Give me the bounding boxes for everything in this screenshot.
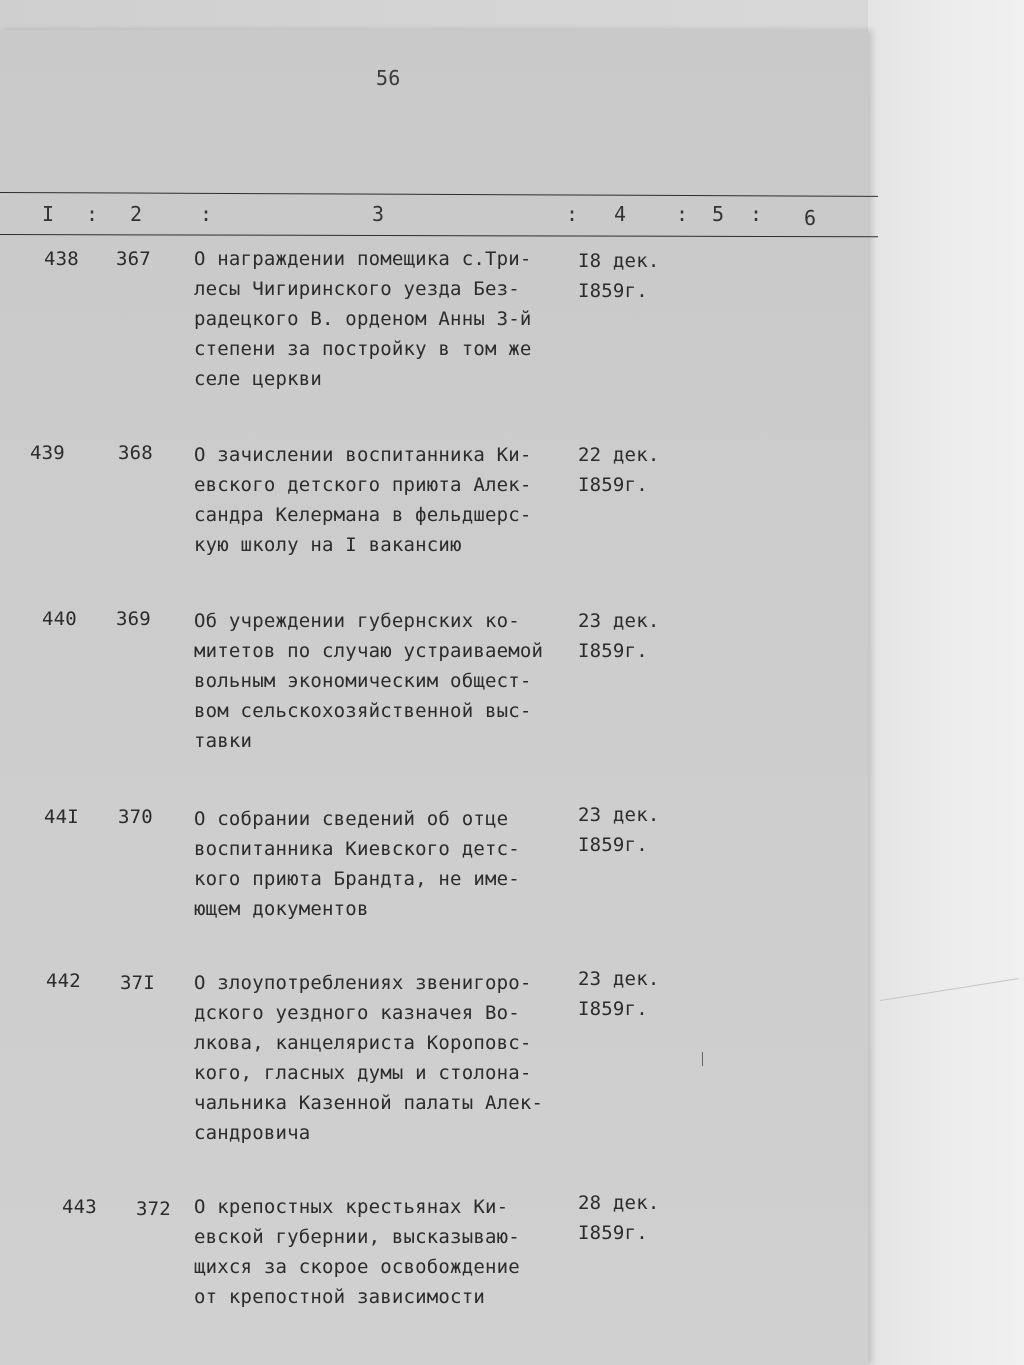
case-title: О собрании сведений об отце воспитанника Киевского детс- кого приюта Брандта, не име- ющем документов <box>194 808 520 920</box>
header-rule-bottom <box>0 234 878 237</box>
case-title: Об учреждении губернских ко- митетов по случаю устраиваемой вольным экономическим общест- вом сельскохозяйственной выс- тавки <box>194 610 544 752</box>
backing-sheet <box>868 0 1024 1365</box>
item-number: 367 <box>116 248 151 270</box>
typed-page <box>0 30 868 1365</box>
item-number: 369 <box>116 608 151 630</box>
case-title: О зачислении воспитанника Ки- евского детского приюта Алек- сандра Келермана в фельдшерс- кую школу на I вакансию <box>194 444 532 556</box>
case-date: 28 дек. I859г. <box>578 1192 660 1244</box>
record-number: 440 <box>42 608 77 630</box>
case-date: 23 дек. I859г. <box>578 610 660 662</box>
record-number: 439 <box>30 442 65 464</box>
header-separator: : <box>86 202 99 226</box>
item-number: 370 <box>118 806 153 828</box>
case-title: О злоупотреблениях звенигоро- дского уездного казначея Во- лкова, канцеляриста Короповс- кого, гласных думы и столона- чальника Казенной палаты Алек- сандровича <box>194 972 544 1144</box>
record-number: 442 <box>46 970 81 992</box>
record-number: 443 <box>62 1196 97 1218</box>
header-col-6: 6 <box>804 206 817 230</box>
stray-ink-mark <box>702 1052 703 1066</box>
header-separator: : <box>676 202 689 226</box>
header-col-2: 2 <box>130 202 143 226</box>
page-number: 56 <box>376 66 401 90</box>
header-col-5: 5 <box>712 202 725 226</box>
header-separator: : <box>566 202 579 226</box>
item-number: 372 <box>136 1198 171 1220</box>
header-separator: : <box>200 202 213 226</box>
case-title: О награждении помещика с.Три- лесы Чигиринского уезда Без- радецкого В. орденом Анны 3-й степени за постройку в том же селе церкви <box>194 248 532 390</box>
header-separator: : <box>750 202 763 226</box>
case-title: О крепостных крестьянах Ки- евской губернии, высказываю- щихся за скорое освобождение от крепостной зависимости <box>194 1196 520 1308</box>
header-col-1: I <box>42 202 55 226</box>
header-rule-top <box>0 192 878 197</box>
case-date: 23 дек. I859г. <box>578 804 660 856</box>
header-col-3: 3 <box>372 202 385 226</box>
record-number: 44I <box>44 806 79 828</box>
record-number: 438 <box>44 248 79 270</box>
case-date: 22 дек. I859г. <box>578 444 660 496</box>
case-date: 23 дек. I859г. <box>578 968 660 1020</box>
case-date: I8 дек. I859г. <box>578 250 660 302</box>
item-number: 368 <box>118 442 153 464</box>
header-col-4: 4 <box>614 202 627 226</box>
item-number: 37I <box>120 972 155 994</box>
